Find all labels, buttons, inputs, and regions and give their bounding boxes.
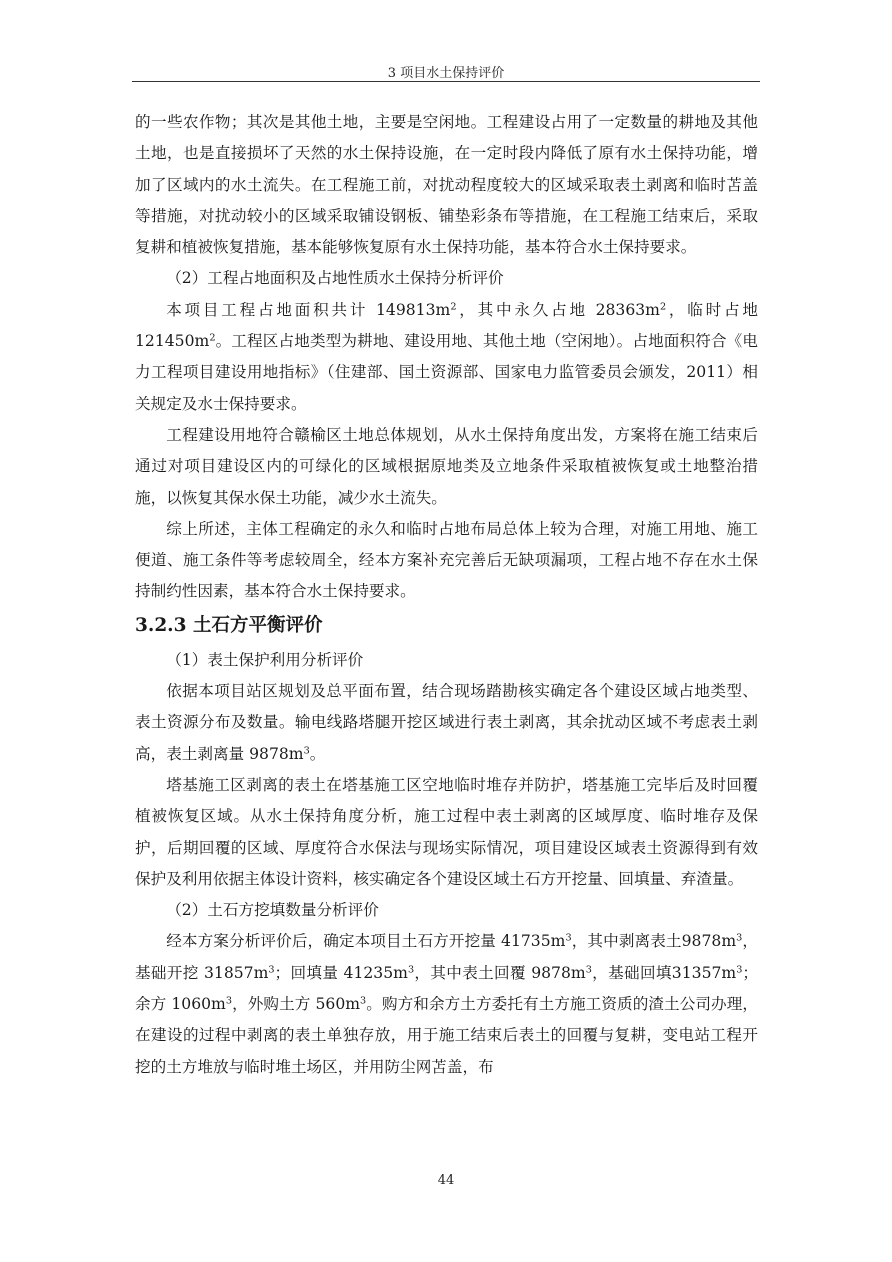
text-run: ；余方 1060m xyxy=(135,963,758,1014)
subsection-heading: （1）表土保护利用分析评价 xyxy=(166,650,364,669)
paragraph: 综上所述，主体工程确定的永久和临时占地布局总体上较为合理，对施工用地、施工便道、施工条件等考虑较周全，经本方案补充完善后无缺项漏项，工程占地不存在水土保持制约性因素，基本符合水土保持要求。 xyxy=(135,519,758,601)
paragraph: 工程建设用地符合赣榆区土地总体规划，从水土保持角度出发，方案将在施工结束后通过对项目建设区内的可绿化的区域根据原地类及立地条件采取植被恢复或土地整治措施，以恢复其保水保土功能，减少水土流失。 xyxy=(135,425,758,507)
superscript: 3 xyxy=(303,745,310,757)
text-run: 经本方案分析评价后，确定本项目土石方开挖量 41735m xyxy=(166,932,566,951)
running-header: 3 项目水土保持评价 xyxy=(387,66,505,81)
text-run: ，临时占地121450m xyxy=(135,300,758,351)
superscript: 3 xyxy=(407,964,415,976)
text-run: 依据本项目站区规划及总平面布置，结合现场踏勘核实确定各个建设区域占地类型、表土资源分布及数量。输电线路塔腿开挖区域进行表土剥离，其余扰动区域不考虑表土剥高，表土剥离量 9878m xyxy=(135,682,758,763)
paragraph xyxy=(135,676,758,770)
text-run: ；回填量 41235m xyxy=(274,963,408,982)
text-run: 。工程区占地类型为耕地、建设用地、其他土地（空闲地）。占地面积符合《电力工程项目建设用地指标》（住建部、国土资源部、国家电力监管委员会颁发，2011）相关规定及水士保持要求。 xyxy=(135,332,758,413)
superscript: 3 xyxy=(736,964,743,976)
superscript: 2 xyxy=(450,301,457,313)
section-heading xyxy=(135,610,758,641)
text-run: ，其中表土回覆 9878m xyxy=(414,963,586,982)
superscript: 2 xyxy=(659,301,667,313)
text-run: ，外购土方 560m xyxy=(232,995,361,1014)
superscript: 3 xyxy=(736,933,743,945)
superscript: 3 xyxy=(565,933,572,945)
paragraph: 的一些农作物；其次是其他土地，主要是空闲地。工程建设占用了一定数量的耕地及其他土地，也是直接损坏了天然的水土保持设施，在一定时段内降低了原有水土保持功能，增加了区域内的水土流失。在工程施工前，对扰动程度较大的区域采取表土剥离和临时苫盖等措施，对扰动较小的区域采取铺设钢板、铺垫彩条布等措施，在工程施工结束后，采取复耕和植被恢复措施，基本能够恢复原有水土保持功能，基本符合水土保持要求。 xyxy=(135,113,758,257)
text-run: ，基础开挖 31857m xyxy=(135,932,758,982)
section-number: 3.2.3 xyxy=(135,614,187,636)
section-title: 土石方平衡评价 xyxy=(192,614,323,636)
header-divider xyxy=(132,81,760,82)
text-run: ，基础回填31357m xyxy=(591,963,737,982)
page-number: 44 xyxy=(437,1173,455,1188)
text-run: 。 xyxy=(309,744,326,763)
superscript: 3 xyxy=(360,995,367,1007)
paragraph: 塔基施工区剥离的表土在塔基施工区空地临时堆存并防护，塔基施工完毕后及时回覆植被恢复区域。从水土保持角度分析，施工过程中表土剥离的区域厚度、临时堆存及保护，后期回覆的区域、厚度符合水保法与现场实际情况，项目建设区域表土资源得到有效保护及利用依据主体设计资料，核实确定各个建设区域土石方开挖量、回填量、弃渣量。 xyxy=(135,775,758,888)
text-run: ，其中剥离表土9878m xyxy=(571,932,737,951)
superscript: 3 xyxy=(225,995,233,1007)
text-run: ，其中永久占地 28363m xyxy=(456,300,660,319)
superscript: 3 xyxy=(585,964,592,976)
subsection-heading: （2）土石方挖填数量分析评价 xyxy=(166,901,379,920)
paragraph xyxy=(135,926,758,1082)
superscript: 2 xyxy=(209,332,216,344)
document-body xyxy=(135,107,758,1083)
text-run: 本项目工程占地面积共计 149813m xyxy=(166,300,451,319)
superscript: 3 xyxy=(268,964,275,976)
subsection-heading: （2）工程占地面积及占地性质水土保持分析评价 xyxy=(166,269,504,288)
text-run: 。购方和余方土方委托有土方施工资质的渣土公司办理，在建设的过程中剥离的表土单独存放，用于施工结束后表土的回覆与复耕，变电站工程开挖的土方堆放与临时堆土场区，并用防尘网苫盖，布 xyxy=(135,995,758,1076)
paragraph xyxy=(135,295,758,420)
